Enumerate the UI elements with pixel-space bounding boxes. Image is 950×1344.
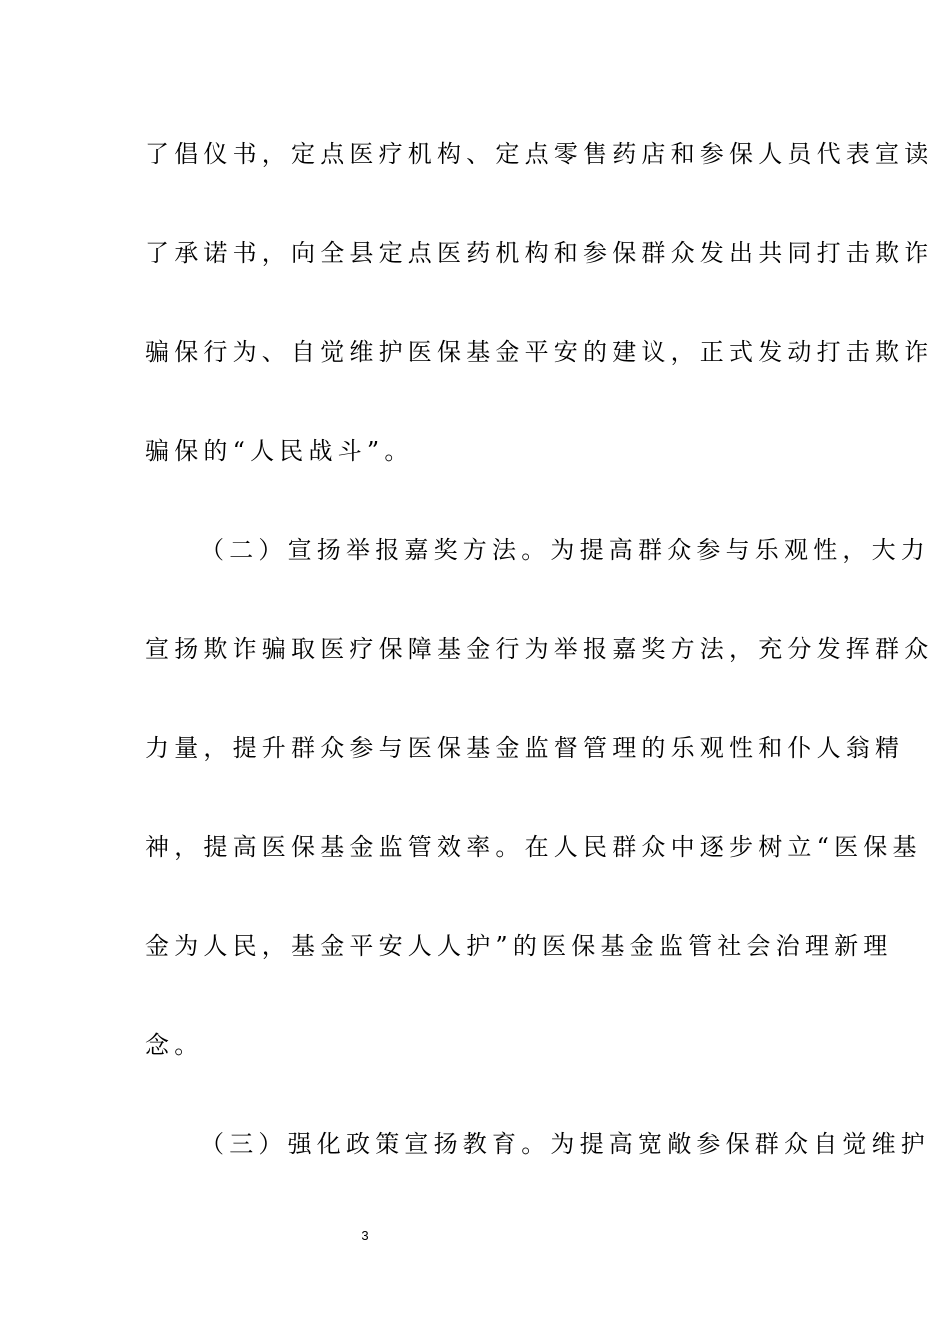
body-text-line: 骗保行为、自觉维护医保基金平安的建议，正式发动打击欺诈: [145, 338, 934, 366]
body-text-line: 骗保的“人民战斗”。: [145, 437, 414, 465]
body-text-line: 了倡仪书，定点医疗机构、定点零售药店和参保人员代表宣读: [145, 140, 934, 168]
paragraph-heading-line: （三）强化政策宣扬教育。为提高宽敞参保群众自觉维护: [200, 1130, 930, 1158]
paragraph-heading-line: （二）宣扬举报嘉奖方法。为提高群众参与乐观性，大力: [200, 536, 930, 564]
body-text-line: 宣扬欺诈骗取医疗保障基金行为举报嘉奖方法，充分发挥群众: [145, 635, 934, 663]
body-text-line: 金为人民，基金平安人人护”的医保基金监管社会治理新理: [145, 932, 893, 960]
body-text-line: 了承诺书，向全县定点医药机构和参保群众发出共同打击欺诈: [145, 239, 934, 267]
body-text-line: 力量，提升群众参与医保基金监督管理的乐观性和仆人翁精: [145, 734, 905, 762]
page-number: 3: [361, 1228, 369, 1243]
body-text-line: 念。: [145, 1031, 204, 1059]
body-text-line: 神，提高医保基金监管效率。在人民群众中逐步树立“医保基: [145, 833, 922, 861]
